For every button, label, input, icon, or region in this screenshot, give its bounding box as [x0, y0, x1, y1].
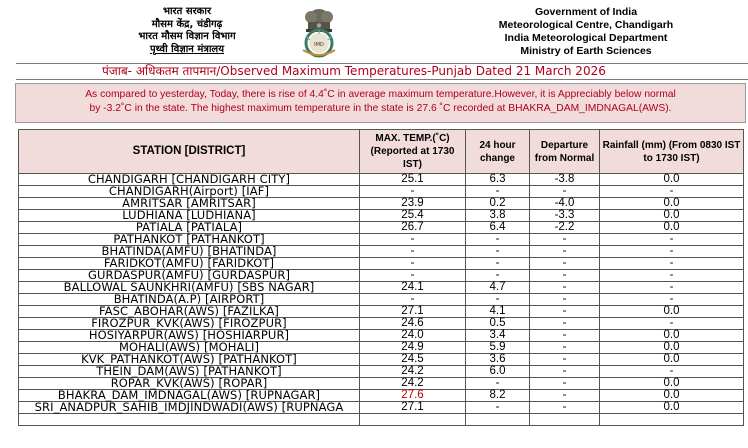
max-temp-cell: 24.9	[360, 342, 466, 354]
departure-cell: -	[530, 402, 600, 414]
station-cell: ROPAR_KVK(AWS) [ROPAR]	[19, 378, 360, 390]
max-temp-cell: -	[360, 294, 466, 306]
summary-line-2: by -3.2˚C in the state. The highest maximum temperature in the state is 27.6 ˚C recorded at BHAKRA_DAM_IMDNAGAL(AWS).	[89, 103, 672, 114]
rainfall-cell: 0.0	[600, 174, 744, 186]
max-temp-cell	[360, 414, 466, 426]
english-org-block	[486, 6, 686, 58]
max-temp-cell: -	[360, 258, 466, 270]
hindi-org-block	[112, 6, 262, 56]
max-temp-cell: -	[360, 270, 466, 282]
rainfall-cell: -	[600, 282, 744, 294]
table-row	[19, 414, 744, 426]
max-temp-cell: 25.4	[360, 210, 466, 222]
max-temp-cell: 24.5	[360, 354, 466, 366]
change-cell: 6.4	[466, 222, 530, 234]
departure-cell: -	[530, 270, 600, 282]
max-temp-cell: -	[360, 186, 466, 198]
hindi-line: भारत सरकार	[162, 6, 212, 17]
rainfall-cell: 0.0	[600, 378, 744, 390]
rainfall-cell: 0.0	[600, 342, 744, 354]
max-temp-header: MAX. TEMP.(˚C) (Reported at 1730 IST)	[360, 130, 466, 174]
departure-cell: -	[530, 246, 600, 258]
change-cell: 0.2	[466, 198, 530, 210]
report-title-bar	[16, 63, 748, 80]
departure-cell: -	[530, 378, 600, 390]
table-header-row	[19, 130, 744, 174]
station-cell: THEIN_DAM(AWS) [PATHANKOT]	[19, 366, 360, 378]
station-cell: AMRITSAR [AMRITSAR]	[19, 198, 360, 210]
english-line: India Meteorological Department	[504, 32, 668, 44]
max-temp-cell: 25.1	[360, 174, 466, 186]
hindi-line: मौसम केंद्र, चंडीगढ़	[151, 18, 223, 30]
departure-cell: -	[530, 234, 600, 246]
change-cell: -	[466, 258, 530, 270]
rainfall-cell: -	[600, 270, 744, 282]
max-temp-cell: 27.1	[360, 306, 466, 318]
departure-cell: -2.2	[530, 222, 600, 234]
departure-cell: -3.3	[530, 210, 600, 222]
station-cell: PATHANKOT [PATHANKOT]	[19, 234, 360, 246]
page-header	[0, 0, 748, 62]
departure-cell: -	[530, 258, 600, 270]
station-cell: BHAKRA_DAM_IMDNAGAL(AWS) [RUPNAGAR]	[19, 390, 360, 402]
change-cell: 6.0	[466, 366, 530, 378]
change-cell: 5.9	[466, 342, 530, 354]
station-cell: BALLOWAL SAUNKHRI(AMFU) [SBS NAGAR]	[19, 282, 360, 294]
change-cell: -	[466, 234, 530, 246]
rainfall-cell: -	[600, 258, 744, 270]
departure-cell: -	[530, 294, 600, 306]
rainfall-cell: -	[600, 366, 744, 378]
change-cell: -	[466, 378, 530, 390]
station-cell: SRI_ANADPUR_SAHIB_IMDJINDWADI(AWS) [RUPNAGA	[19, 402, 360, 414]
rainfall-cell: 0.0	[600, 198, 744, 210]
station-cell: CHANDIGARH(Airport) [IAF]	[19, 186, 360, 198]
max-temp-cell: -	[360, 234, 466, 246]
svg-text:IMD: IMD	[314, 42, 324, 48]
station-cell: GURDASPUR(AMFU) [GURDASPUR]	[19, 270, 360, 282]
max-temp-cell: -	[360, 246, 466, 258]
departure-cell: -	[530, 318, 600, 330]
max-temp-cell: 24.6	[360, 318, 466, 330]
change-cell: 0.5	[466, 318, 530, 330]
station-cell: KVK_PATHANKOT(AWS) [PATHANKOT]	[19, 354, 360, 366]
change-cell: -	[466, 186, 530, 198]
departure-header: Departure from Normal	[530, 130, 600, 174]
change-cell: 8.2	[466, 390, 530, 402]
station-cell: BHATINDA(A.P) [AIRPORT]	[19, 294, 360, 306]
table-row	[19, 210, 744, 222]
change-cell: 4.7	[466, 282, 530, 294]
rainfall-cell: -	[600, 186, 744, 198]
hindi-line: भारत मौसम विज्ञान विभाग	[138, 31, 236, 42]
change-header: 24 hour change	[466, 130, 530, 174]
station-cell: FIROZPUR_KVK(AWS) [FIROZPUR]	[19, 318, 360, 330]
station-cell: FASC_ABOHAR(AWS) [FAZILKA]	[19, 306, 360, 318]
station-cell: HOSIYARPUR(AWS) [HOSHIARPUR]	[19, 330, 360, 342]
departure-cell: -	[530, 282, 600, 294]
table-body	[19, 174, 744, 426]
table-row	[19, 402, 744, 414]
rainfall-cell: 0.0	[600, 306, 744, 318]
max-temp-cell: 24.0	[360, 330, 466, 342]
rainfall-cell: -	[600, 234, 744, 246]
max-temp-cell: 24.2	[360, 378, 466, 390]
temperature-table	[18, 129, 744, 426]
max-temp-cell: 24.2	[360, 366, 466, 378]
change-cell	[466, 414, 530, 426]
station-cell: BHATINDA(AMFU) [BHATINDA]	[19, 246, 360, 258]
hindi-line: पृथ्वी विज्ञान मंत्रालय	[149, 43, 225, 55]
english-line: Government of India	[534, 6, 638, 18]
departure-cell: -	[530, 342, 600, 354]
rainfall-cell: 0.0	[600, 402, 744, 414]
departure-cell: -	[530, 366, 600, 378]
change-cell: 3.8	[466, 210, 530, 222]
change-cell: -	[466, 402, 530, 414]
max-temp-cell: 27.1	[360, 402, 466, 414]
report-title: पंजाब- अधिकतम तापमान/Observed Maximum Temperatures-Punjab Dated 21 March 2026	[102, 64, 606, 78]
departure-cell: -	[530, 186, 600, 198]
national-emblem-icon	[289, 6, 349, 60]
station-cell	[19, 414, 360, 426]
change-cell: -	[466, 246, 530, 258]
rainfall-cell: -	[600, 318, 744, 330]
max-temp-cell: 23.9	[360, 198, 466, 210]
station-cell: LUDHIANA [LUDHIANA]	[19, 210, 360, 222]
station-header: STATION [DISTRICT]	[19, 130, 360, 174]
change-cell: 4.1	[466, 306, 530, 318]
max-temp-cell: 26.7	[360, 222, 466, 234]
rainfall-cell: 0.0	[600, 210, 744, 222]
station-cell: FARIDKOT(AMFU) [FARIDKOT]	[19, 258, 360, 270]
departure-cell: -	[530, 354, 600, 366]
station-cell: MOHALI(AWS) [MOHALI]	[19, 342, 360, 354]
departure-cell: -	[530, 330, 600, 342]
change-cell: 3.4	[466, 330, 530, 342]
rainfall-cell: 0.0	[600, 354, 744, 366]
summary-line-1: As compared to yesterday, Today, there is rise of 4.4˚C in average maximum temperature.However, it is Appreciably below normal	[85, 89, 676, 100]
change-cell: 3.6	[466, 354, 530, 366]
departure-cell: -	[530, 390, 600, 402]
max-temp-cell: 24.1	[360, 282, 466, 294]
rainfall-cell: 0.0	[600, 222, 744, 234]
english-line: Meteorological Centre, Chandigarh	[498, 19, 674, 31]
summary-box	[15, 83, 746, 123]
change-cell: -	[466, 270, 530, 282]
station-cell: CHANDIGARH [CHANDIGARH CITY]	[19, 174, 360, 186]
change-cell: -	[466, 294, 530, 306]
english-line: Ministry of Earth Sciences	[520, 45, 652, 57]
rainfall-cell: -	[600, 294, 744, 306]
rainfall-header: Rainfall (mm) (From 0830 IST to 1730 IST)	[600, 130, 744, 174]
rainfall-cell: 0.0	[600, 330, 744, 342]
max-temp-cell: 27.6	[360, 390, 466, 402]
rainfall-cell: 0.0	[600, 390, 744, 402]
departure-cell: -4.0	[530, 198, 600, 210]
departure-cell: -3.8	[530, 174, 600, 186]
station-cell: PATIALA [PATIALA]	[19, 222, 360, 234]
change-cell: 6.3	[466, 174, 530, 186]
rainfall-cell	[600, 414, 744, 426]
departure-cell	[530, 414, 600, 426]
rainfall-cell: -	[600, 246, 744, 258]
departure-cell: -	[530, 306, 600, 318]
